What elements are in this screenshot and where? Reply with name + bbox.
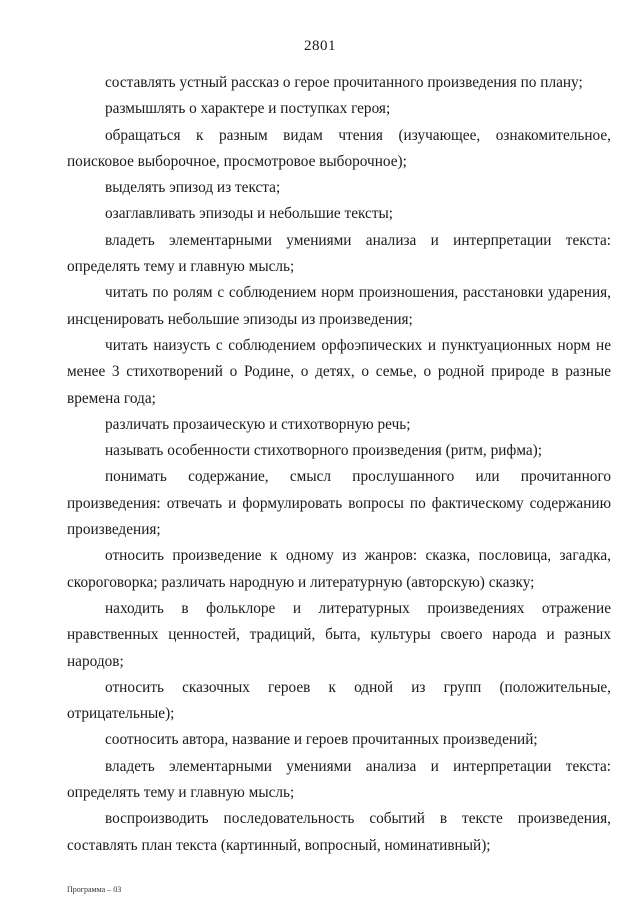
paragraph: соотносить автора, название и героев прочитанных произведений; [105,731,538,749]
paragraph: находить в фольклоре и литературных произведениях отражение нравственных ценностей, традиций, быта, культуры своего народа и разных народов; [67,599,611,670]
paragraph: выделять эпизод из текста; [105,179,281,197]
paragraph: озаглавливать эпизоды и небольшие тексты; [105,205,394,223]
paragraph: читать наизусть с соблюдением орфоэпических и пунктуационных норм не менее 3 стихотворений о Родине, о детях, о семье, о родной природе в разные времена года; [67,336,611,407]
paragraph: различать прозаическую и стихотворную речь; [105,415,411,433]
paragraph: обращаться к разным видам чтения (изучающее, ознакомительное, поисковое выборочное, просмотровое выборочное); [67,126,611,170]
paragraph: составлять устный рассказ о герое прочитанного произведения по плану; [105,74,583,91]
paragraph: владеть элементарными умениями анализа и интерпретации текста: определять тему и главную мысль; [67,757,611,802]
paragraph: размышлять о характере и поступках героя; [105,100,391,118]
page-number: 2801 [304,38,336,54]
body-text [67,70,611,859]
page-footer: Программа – 03 [67,885,122,894]
paragraph: воспроизводить последовательность событий в тексте произведения, составлять план текста (картинный, вопросный, номинативный); [67,810,611,854]
paragraph: читать по ролям с соблюдением норм произношения, расстановки ударения, инсценировать небольшие эпизоды из произведения; [67,284,611,328]
paragraph: владеть элементарными умениями анализа и интерпретации текста: определять тему и главную мысль; [67,231,611,276]
paragraph: называть особенности стихотворного произведения (ритм, рифма); [105,442,543,460]
paragraph: понимать содержание, смысл прослушанного или прочитанного произведения: отвечать и формулировать вопросы по фактическому содержанию произведения; [67,468,611,539]
paragraph: относить сказочных героев к одной из групп (положительные, отрицательные); [67,678,611,723]
paragraph: относить произведение к одному из жанров: сказка, пословица, загадка, скороговорка; различать народную и литературную (авторскую) сказку; [67,547,611,591]
